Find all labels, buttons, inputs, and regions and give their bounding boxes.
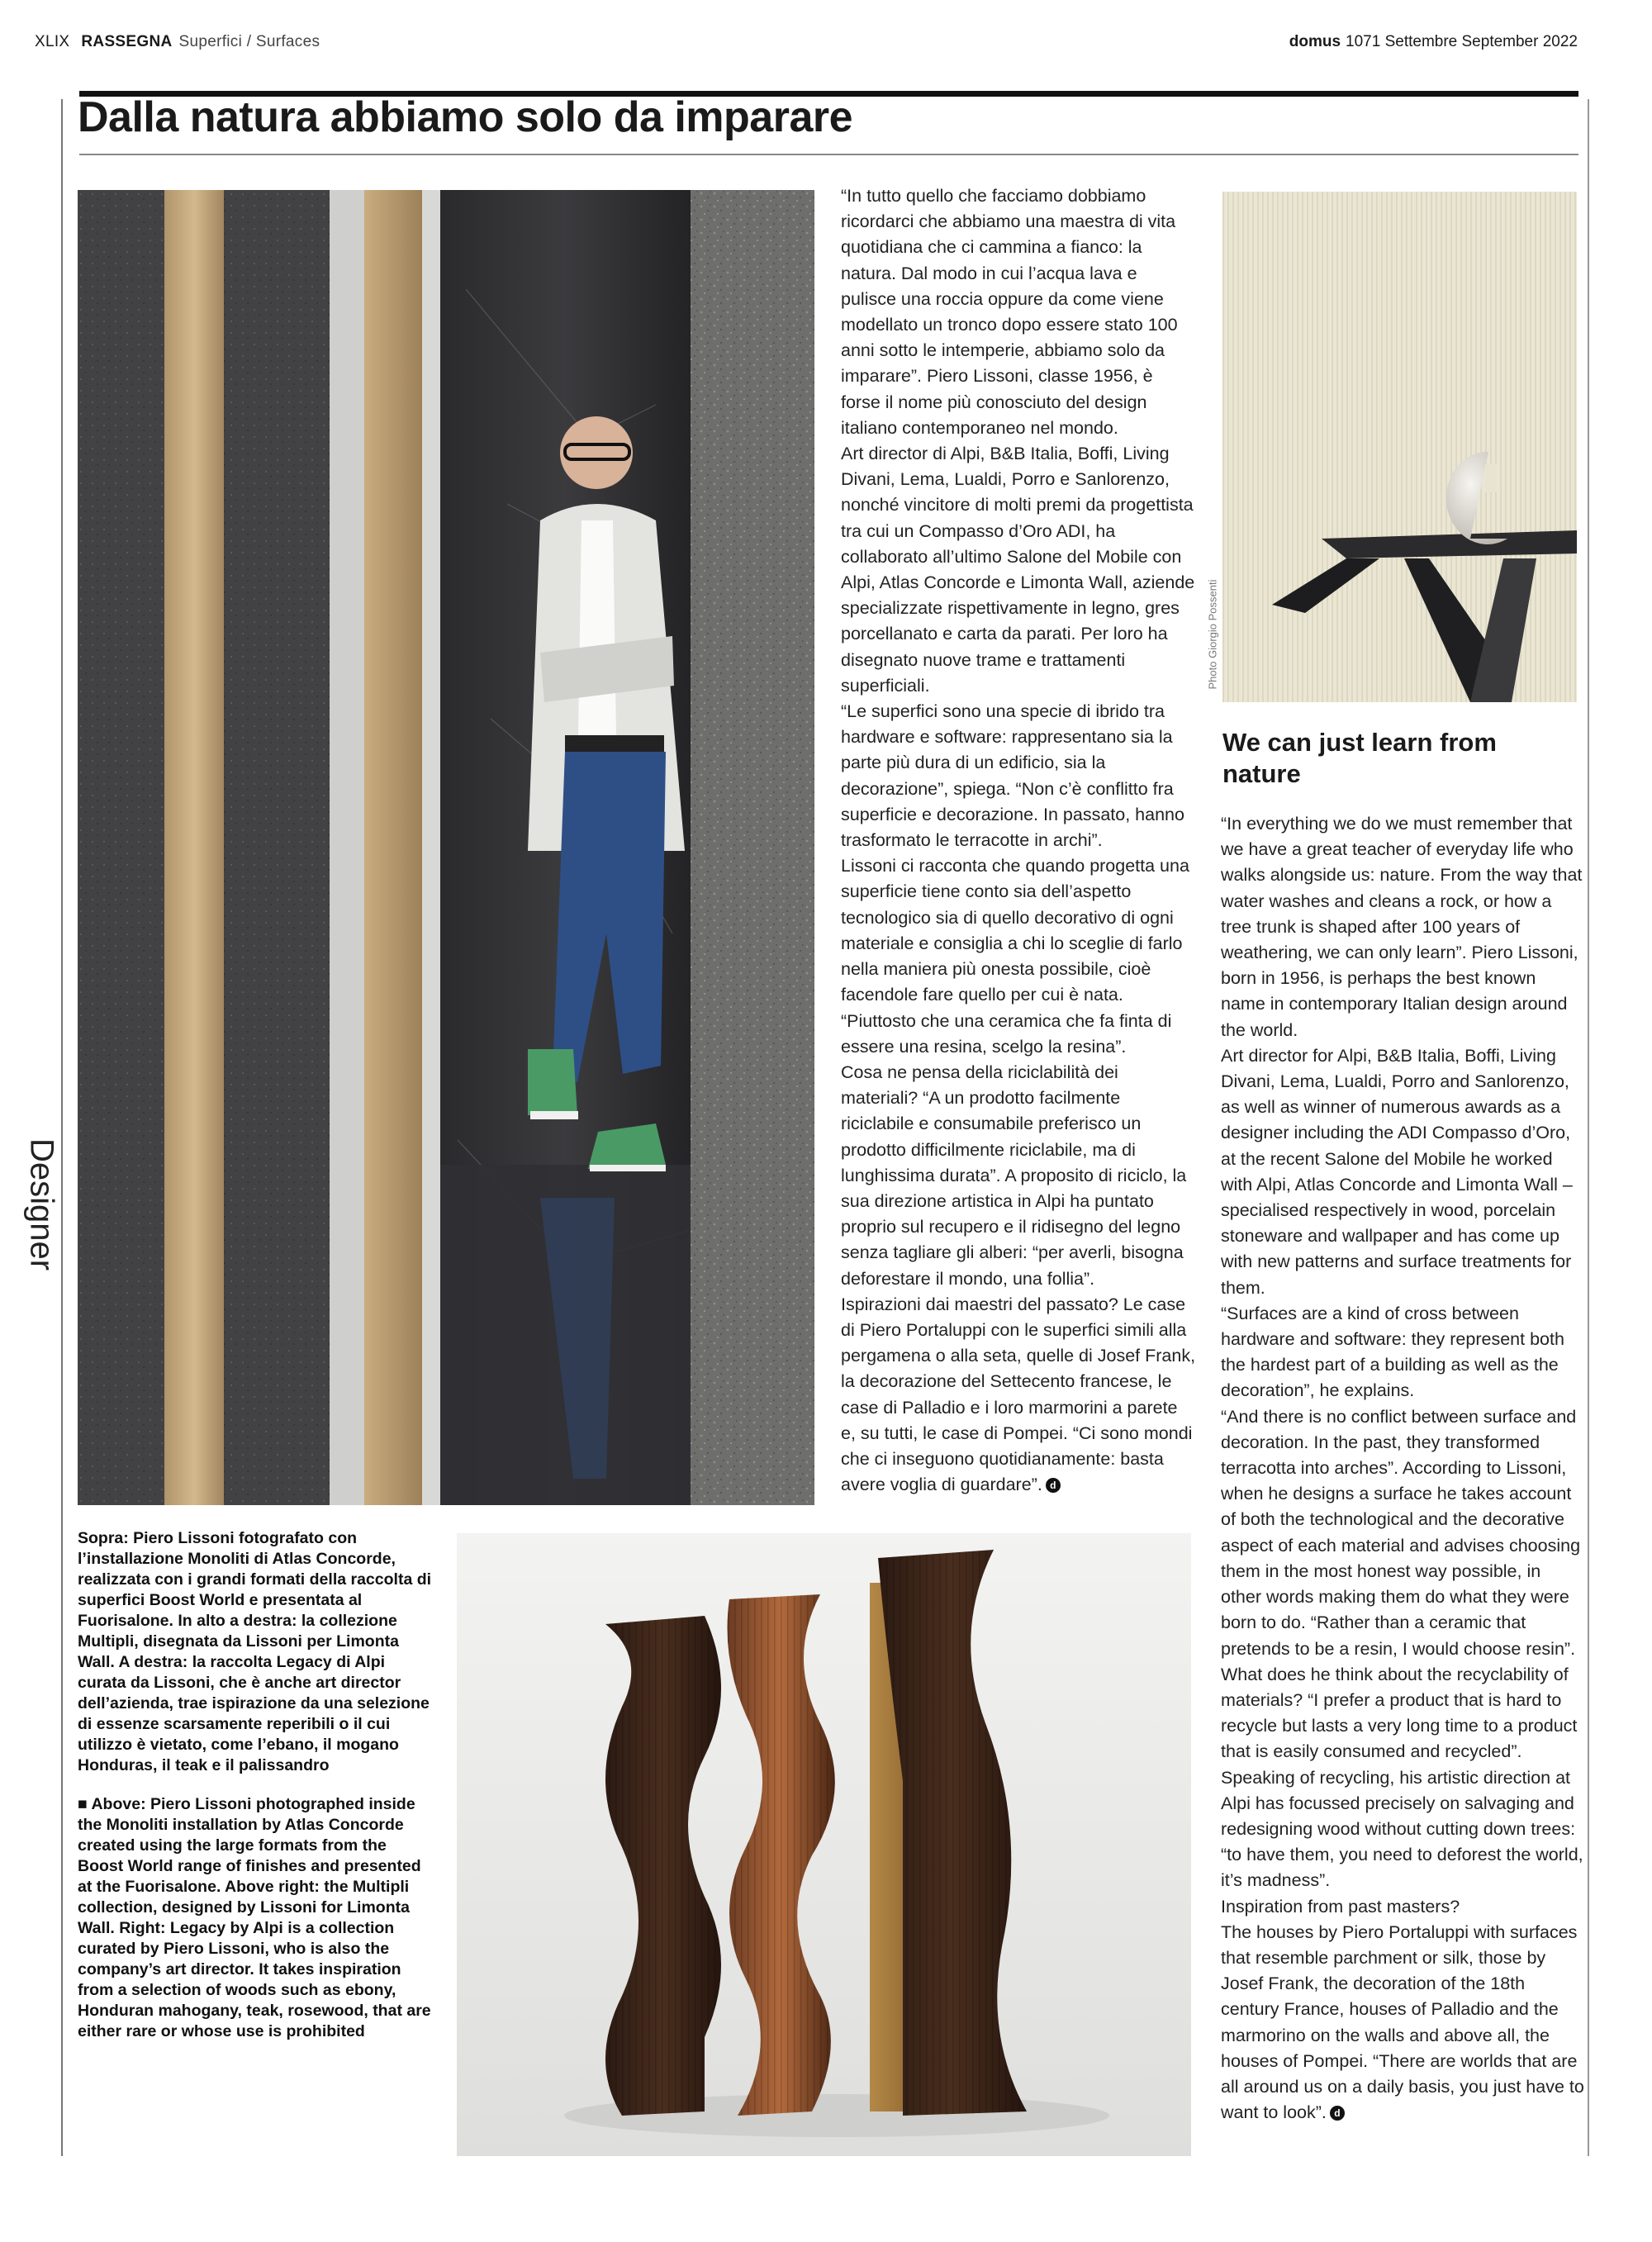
paragraph: Lissoni ci racconta che quando progetta una superficie tiene conto sia dell’aspetto tecnologico sia di quello decorativo di ogni materiale e consiglia a chi lo sceglie di farlo nella maniera più onesta possibile, cioè facendole fare quello per cui è nata. “Piuttosto che una ceramica che fa finta di essere una resina, scelgo la resina”. bbox=[841, 856, 1189, 1057]
running-header-right bbox=[1289, 33, 1578, 51]
page-number: XLIX bbox=[35, 33, 70, 50]
issue-info: 1071 Settembre September 2022 bbox=[1346, 33, 1578, 50]
paragraph: “And there is no conflict between surface and decoration. In the past, they transformed terracotta into arches”. According to Lissoni, when he designs a surface he takes account of both the technological and the decorative aspect of each material and advises choosing them in the most honest way possible, in other words making them do what they were born to do. “Rather than a ceramic that pretends to be a resin, I would choose resin”. bbox=[1221, 1406, 1581, 1659]
left-margin-rule bbox=[61, 99, 63, 2156]
paragraph: Art director di Alpi, B&B Italia, Boffi, Living Divani, Lema, Lualdi, Porro e Sanlorenzo, nonché vincitore di molti premi da progettista tra cui un Compasso d’Oro ADI, ha collaborato all’ultimo Salone del Mobile con Alpi, Atlas Concorde e Limonta Wall, aziende specializzate rispettivamente in legno, gres porcellanato e carta da parati. Per loro ha disegnato nuove trame e trattamenti superficiali. bbox=[841, 444, 1195, 696]
caption-italian: Sopra: Piero Lissoni fotografato con l’installazione Monoliti di Atlas Concorde, realizzata con i grandi formati della raccolta di superfici Boost World e presentata al Fuorisalone. In alto a destra: la collezione Multipli, disegnata da Lissoni per Limonta Wall. A destra: la raccolta Legacy di Alpi curata da Lissoni, che è anche art director dell’azienda, trae ispirazione da una selezione di essenze scarsamente reperibili o il cui utilizzo è vietato, come l’ebano, il mogano Honduras, il teak e il palissandro bbox=[78, 1529, 432, 1774]
section-name: RASSEGNA bbox=[81, 33, 173, 50]
paragraph: “Surfaces are a kind of cross between hardware and software: they represent both the hardest part of a building as well as the decoration”, he explains. bbox=[1221, 1303, 1564, 1401]
paragraph: “Le superfici sono una specie di ibrido tra hardware e software: rappresentano sia la parte più dura di un edificio, sia la decorazione”, spiega. “Non c’è conflitto fra superficie e decorazione. In passato, hanno trasformato le terracotte in archi”. bbox=[841, 701, 1184, 851]
english-heading: We can just learn from nature bbox=[1222, 728, 1497, 788]
wallpaper-sculpture-photo bbox=[1222, 192, 1577, 702]
article-title: Dalla natura abbiamo solo da imparare bbox=[78, 93, 853, 141]
magazine-name: domus bbox=[1289, 33, 1341, 50]
photo-captions bbox=[78, 1528, 433, 2060]
end-mark-icon: d bbox=[1330, 2106, 1345, 2121]
paragraph: “In tutto quello che facciamo dobbiamo ricordarci che abbiamo una maestra di vita quotidiana che ci cammina a fianco: la natura. Dal modo in cui l’acqua lava e pulisce una roccia oppure da come viene modellato un tronco dopo essere stato 100 anni sotto le intemperie, abbiamo solo da imparare”. Piero Lissoni, classe 1956, è forse il nome più conosciuto del design italiano contemporaneo nel mondo. bbox=[841, 186, 1178, 438]
paragraph-text: Ispirazioni dai maestri del passato? Le case di Piero Portaluppi con le superfici simili alla pergamena o alla seta, quelle di Josef Frank, la decorazione del Settecento francese, le case di Palladio e i loro marmorini a parete e, su tutti, le case di Pompei. “Ci sono mondi che ci inseguono quotidianamente: basta avere voglia di guardare”. bbox=[841, 1294, 1196, 1495]
caption-english: ■ Above: Piero Lissoni photographed inside the Monoliti installation by Atlas Concorde created using the large formats from the Boost World range of finishes and presented at the Fuorisalone. Above right: the Multipli collection, designed by Lissoni for Limonta Wall. Right: Legacy by Alpi is a collection curated by Piero Lissoni, who is also the company’s art director. It takes inspiration from a selection of woods such as ebony, Honduran mahogany, teak, rosewood, that are either rare or whose use is prohibited bbox=[78, 1795, 431, 2040]
photo-credit: Photo Giorgio Possenti bbox=[1206, 579, 1219, 690]
paragraph bbox=[841, 1292, 1196, 1499]
paragraph: “In everything we do we must remember that we have a great teacher of everyday life who walks alongside us: nature. From the way that water washes and cleans a rock, or how a tree trunk is shaped after 100 years of weathering, we can only learn”. Piero Lissoni, born in 1956, is perhaps the best known name in contemporary Italian design around the world. bbox=[1221, 814, 1583, 1040]
paragraph: Art director for Alpi, B&B Italia, Boffi, Living Divani, Lema, Lualdi, Porro and Sanlorenzo, as well as winner of numerous awards as a designer including the ADI Compasso d’Oro, at the recent Salone del Mobile he worked with Alpi, Atlas Concorde and Limonta Wall – specialised respectively in wood, porcelain stoneware and wallpaper and has come up with new patterns and surface treatments for them. bbox=[1221, 1045, 1573, 1298]
article-body-english bbox=[1221, 811, 1584, 2126]
article-body-italian bbox=[841, 183, 1196, 1498]
paragraph: Cosa ne pensa della riciclabilità dei materiali? “A un prodotto facilmente riciclabile e consumabile preferisco un prodotto difficilmente riciclabile, ma di lunghissima durata”. A proposito di riciclo, la sua direzione artistica in Alpi ha puntato proprio sul recupero e il ridisegno del legno senza tagliare gli alberi: “per averli, bisogna deforestare il mondo, una follia”. bbox=[841, 1062, 1187, 1289]
subsection-name: Superfici / Surfaces bbox=[178, 33, 320, 50]
paragraph-text: The houses by Piero Portaluppi with surfaces that resemble parchment or silk, those by Josef Frank, the decoration of the 18th century France, houses of Palladio and the marmorino on the walls and above all, the houses of Pompei. “There are worlds that are all around us on a daily basis, you just have to want to look”. bbox=[1221, 1921, 1584, 2123]
end-mark-icon: d bbox=[1046, 1478, 1061, 1493]
title-rule bbox=[79, 154, 1578, 155]
running-header-left bbox=[35, 33, 320, 51]
right-margin-rule bbox=[1588, 99, 1589, 2156]
section-side-label: Designer bbox=[23, 1138, 60, 1271]
paragraph: Inspiration from past masters? bbox=[1221, 1896, 1460, 1917]
wood-sculpture-photo bbox=[457, 1533, 1191, 2156]
portrait-photo bbox=[78, 190, 814, 1505]
paragraph bbox=[1221, 1920, 1584, 2126]
paragraph: What does he think about the recyclability of materials? “I prefer a product that is hard to recycle but lasts a very long time to a product that is easily consumed and recycled”. Speaking of recycling, his artistic direction at Alpi has focussed precisely on salvaging and redesigning wood without cutting down trees: “to have them, you need to deforest the world, it’s madness”. bbox=[1221, 1664, 1583, 1891]
